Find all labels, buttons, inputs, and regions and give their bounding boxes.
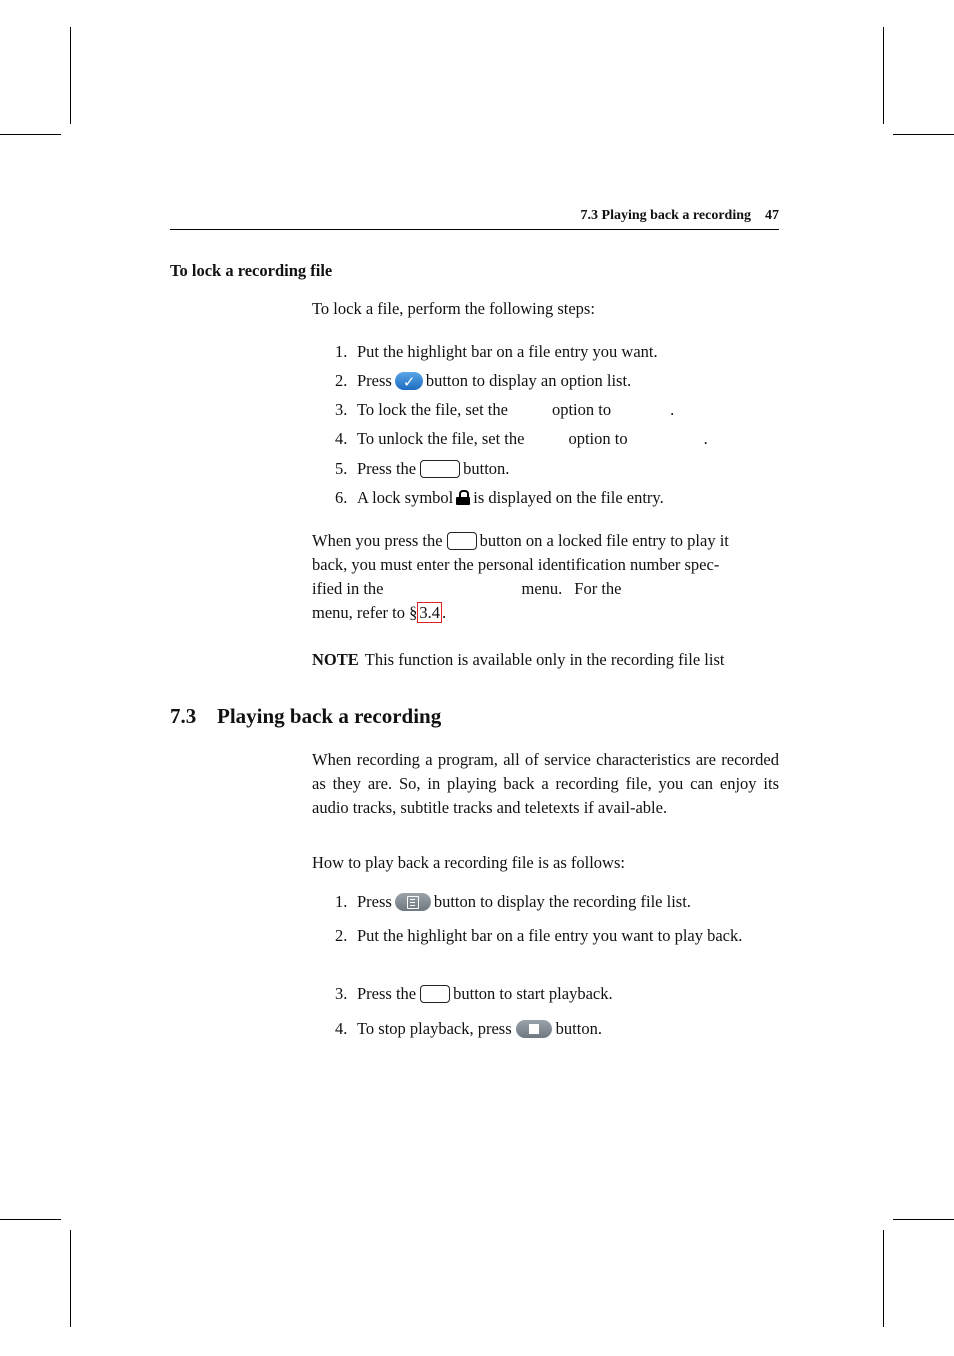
playback-step-2: 2. Put the highlight bar on a file entry you want to play back. — [335, 926, 743, 945]
section-ref-link[interactable]: 3.4 — [419, 603, 440, 622]
section-heading — [170, 704, 441, 729]
lock-intro: To lock a file, perform the following steps: — [312, 299, 595, 318]
blank-button-icon — [420, 985, 450, 1003]
playback-para-2: How to play back a recording file is as follows: — [312, 853, 625, 872]
lock-step-4: 4. To unlock the file, set the option to . — [335, 429, 708, 448]
note-text: This function is available only in the recording file list — [364, 650, 725, 669]
note — [312, 648, 779, 672]
page-number: 47 — [765, 208, 779, 223]
blank-button-icon — [447, 532, 477, 550]
running-header — [170, 208, 779, 230]
lock-step-6: 6. A lock symbol is displayed on the file entry. — [335, 488, 664, 507]
playback-step-3: 3. Press the button to start playback. — [335, 984, 613, 1003]
lock-step-2: 2. Press✓ button to display an option list. — [335, 369, 779, 393]
playback-step-4: 4. To stop playback, press button. — [335, 1019, 602, 1038]
lock-icon — [456, 490, 470, 505]
crop-mark — [883, 27, 884, 124]
crop-mark — [883, 1230, 884, 1327]
lock-para-line-3: ified in the menu. For the — [312, 579, 622, 598]
lock-step-5: 5. Press the button. — [335, 459, 510, 478]
section-number: 7.3 — [170, 704, 197, 728]
lock-para-line-1: When you press the button on a locked file entry to play it — [312, 531, 729, 550]
lock-heading: To lock a recording file — [170, 261, 333, 280]
header-section-title: 7.3 Playing back a recording — [580, 208, 751, 223]
file-list-icon — [395, 893, 431, 911]
lock-step-1: 1. Put the highlight bar on a file entry you want. — [335, 342, 658, 361]
crop-mark — [893, 134, 954, 135]
lock-step-3: 3. To lock the file, set the option to . — [335, 400, 675, 419]
crop-mark — [0, 1219, 61, 1220]
lock-para-line-4: menu, refer to § 3.4 . — [312, 603, 447, 622]
section-title: Playing back a recording — [217, 704, 442, 728]
crop-mark — [0, 134, 61, 135]
crop-mark — [70, 27, 71, 124]
blank-button-icon — [420, 460, 460, 478]
ok-checkmark-icon — [395, 372, 423, 390]
stop-icon — [516, 1020, 552, 1038]
playback-step-1: 1. Press button to display the recording file list. — [335, 892, 691, 911]
note-label: NOTE — [312, 650, 359, 669]
playback-para-1: When recording a program, all of service characteristics are recorded as they are. So, in playing back a recording file, you can enjoy its audio tracks, subtitle tracks and teletexts if avail-able. — [312, 750, 779, 817]
lock-para-line-2: back, you must enter the personal identification number spec- — [312, 555, 720, 574]
crop-mark — [893, 1219, 954, 1220]
crop-mark — [70, 1230, 71, 1327]
